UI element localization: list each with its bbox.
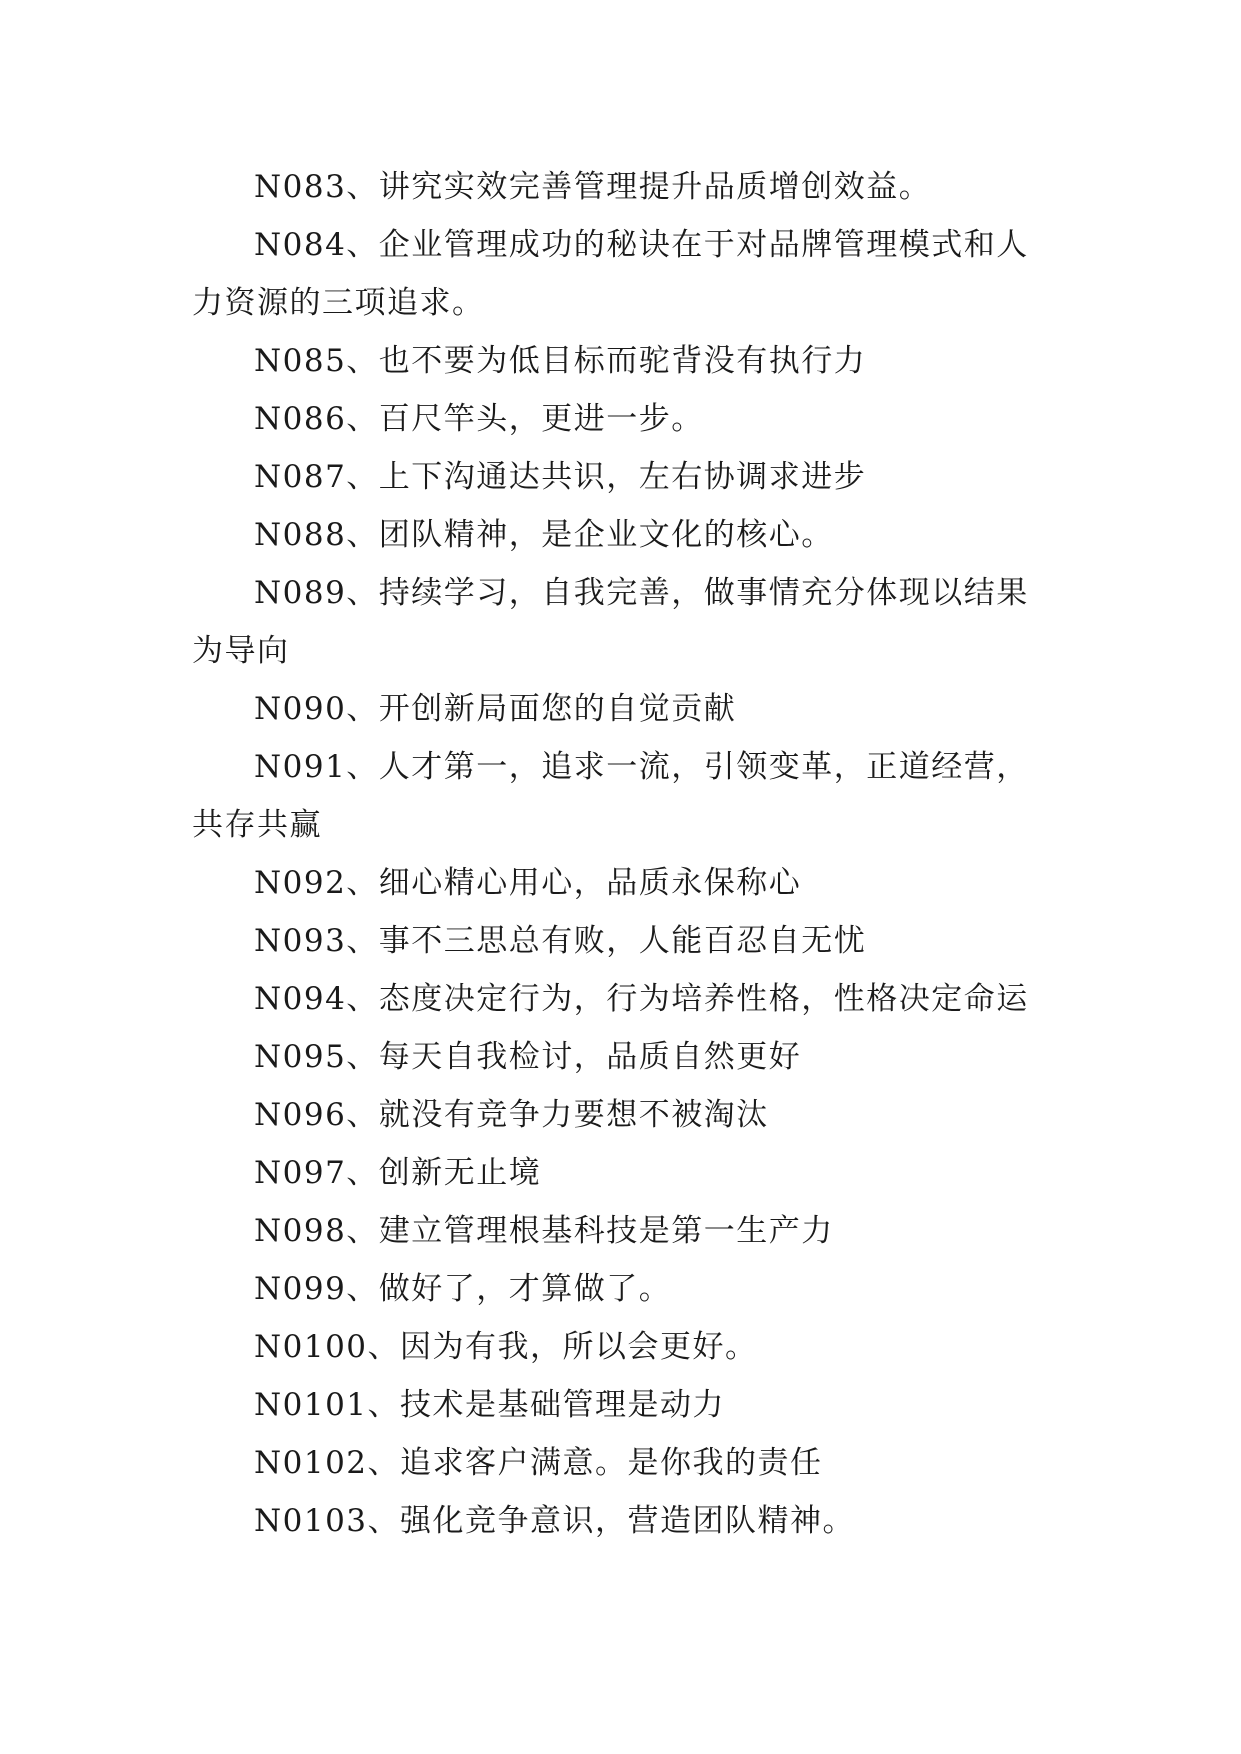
paragraph: N085、也不要为低目标而驼背没有执行力 (254, 343, 867, 379)
paragraph: N087、上下沟通达共识，左右协调求进步 (254, 459, 867, 495)
document-body (192, 158, 1052, 1550)
paragraph: N095、每天自我检讨，品质自然更好 (254, 1039, 802, 1075)
paragraph: N083、讲究实效完善管理提升品质增创效益。 (254, 169, 932, 205)
paragraph: N0103、强化竞争意识，营造团队精神。 (254, 1503, 856, 1539)
paragraph: N098、建立管理根基科技是第一生产力 (254, 1213, 834, 1249)
paragraph: N094、态度决定行为，行为培养性格，性格决定命运 (254, 981, 1029, 1017)
paragraph: N086、百尺竿头，更进一步。 (254, 401, 704, 437)
paragraph: N0100、因为有我，所以会更好。 (254, 1329, 758, 1365)
paragraph: N0101、技术是基础管理是动力 (254, 1387, 726, 1423)
paragraph: N099、做好了，才算做了。 (254, 1271, 672, 1307)
paragraph: N0102、追求客户满意。是你我的责任 (254, 1445, 823, 1481)
paragraph: N092、细心精心用心，品质永保称心 (254, 865, 802, 901)
paragraph: N084、企业管理成功的秘诀在于对品牌管理模式和人力资源的三项追求。 (192, 227, 1029, 321)
paragraph: N093、事不三思总有败，人能百忍自无忧 (254, 923, 867, 959)
paragraph: N089、持续学习，自我完善，做事情充分体现以结果为导向 (192, 575, 1029, 669)
paragraph: N096、就没有竞争力要想不被淘汰 (254, 1097, 769, 1133)
paragraph: N090、开创新局面您的自觉贡献 (254, 691, 737, 727)
paragraph: N091、人才第一，追求一流，引领变革，正道经营，共存共赢 (192, 749, 1029, 843)
paragraph: N088、团队精神，是企业文化的核心。 (254, 517, 834, 553)
paragraph: N097、创新无止境 (254, 1155, 542, 1191)
